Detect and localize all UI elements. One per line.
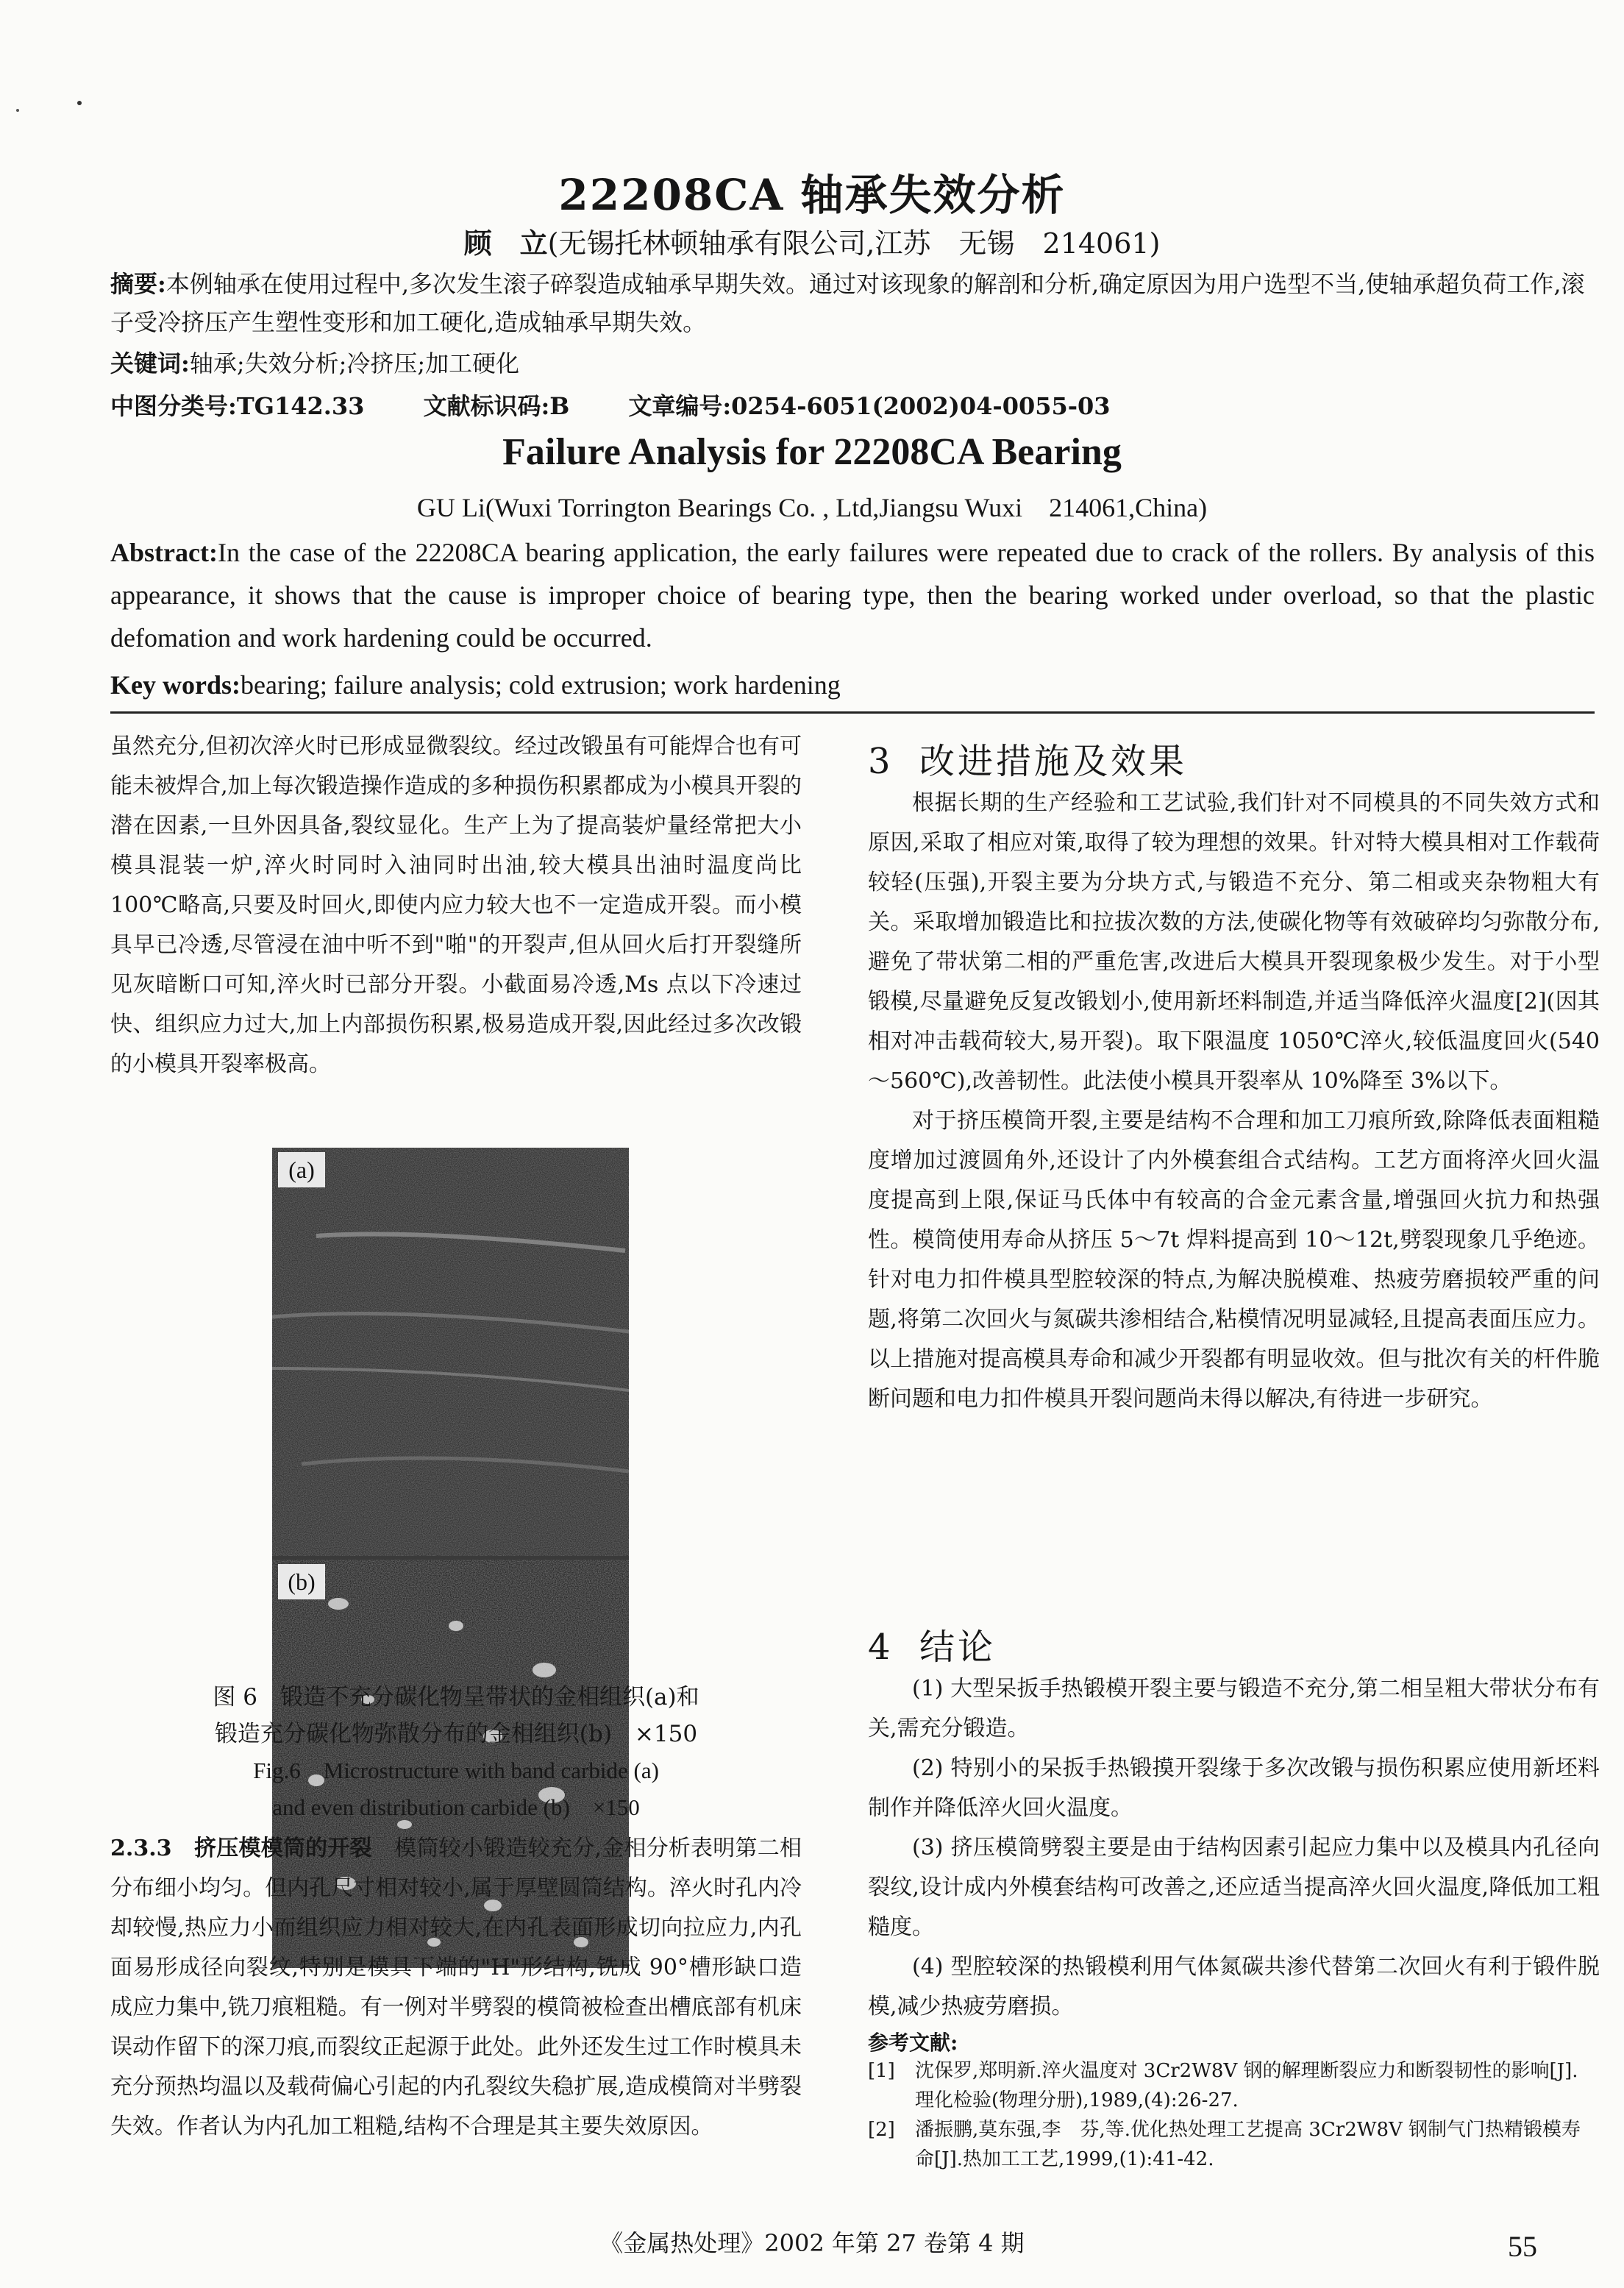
reference-2-number: [2] [868, 2119, 895, 2141]
section-2-3-3 [110, 1829, 802, 2147]
left-col-para1 [110, 727, 802, 1084]
caption-cn-line2: 锻造充分碳化物弥散分布的金相组织(b) ×150 [214, 1721, 698, 1747]
keywords-en-text: bearing; failure analysis; cold extrusion; work hardening [240, 670, 841, 700]
keywords-en-label: Key words: [110, 670, 241, 700]
abstract-en [110, 531, 1595, 659]
section-3-para1: 根据长期的生产经验和工艺试验,我们针对不同模具的不同失效方式和原因,采取了相应对策,取得了较为理想的效果。针对特大模具相对工作载荷较轻(压强),开裂主要为分块方式,与锻造不充分、第二相或夹杂物粗大有关。采取增加锻造比和拉拔次数的方法,使碳化物等有效破碎均匀弥散分布,避免了带状第二相的严重危害,改进后大模具开裂现象极少发生。对于小型锻模,尽量避免反复改锻划小,使用新坯料制造,并适当降低淬火温度[2](因其相对冲击载荷较大,易开裂)。取下限温度 1050℃淬火,较低温度回火(540～560℃),改善韧性。此法使小模具开裂率从 10%降至 3%以下。 [868, 790, 1600, 1094]
author-cn-name: 顾 立 [463, 227, 548, 260]
reference-1 [868, 2056, 1600, 2115]
author-en: GU Li(Wuxi Torrington Bearings Co. , Ltd,Jiangsu Wuxi 214061,China) [416, 493, 1208, 522]
header-rule [110, 711, 1595, 714]
section-4-title: 结论 [919, 1627, 997, 1668]
journal-footer: 《金属热处理》2002 年第 27 卷第 4 期 [599, 2229, 1025, 2257]
abstract-cn [110, 265, 1596, 341]
conclusion-1: (1) 大型呆扳手热锻模开裂主要与锻造不充分,第二相呈粗大带状分布有关,需充分锻造。 [868, 1676, 1600, 1741]
figure-6-caption [110, 1679, 802, 1826]
section-4-heading [868, 1619, 1600, 1669]
scan-specks [7, 96, 96, 125]
panel-label-b: (b) [278, 1564, 325, 1599]
keywords-en [110, 664, 1595, 706]
section-3 [868, 733, 1600, 1419]
title-en: Failure Analysis for 22208CA Bearing [502, 431, 1122, 473]
section-3-heading [868, 733, 1600, 784]
section-2-3-3-heading: 2.3.3 挤压模模筒的开裂 [110, 1836, 372, 1861]
keywords-cn-label: 关键词: [110, 349, 190, 377]
section-2-3-3-text: 模筒较小锻造较充分,金相分析表明第二相分布细小均匀。但内孔尺寸相对较小,属于厚壁圆筒结构。淬火时孔内冷却较慢,热应力小而组织应力相对较大,在内孔表面形成切向拉应力,内孔面易形成径向裂纹,特别是模具下端的"H"形结构,铣成 90°槽形缺口造成应力集中,铣刀痕粗糙。有一例对半劈裂的模筒被检查出槽底部有机床误动作留下的深刀痕,而裂纹正起源于此处。此外还发生过工作时模具未充分预热均温以及载荷偏心引起的内孔裂纹失稳扩展,造成模筒对半劈裂失效。作者认为内孔加工粗糙,结构不合理是其主要失效原因。 [110, 1836, 802, 2139]
micrograph-panel-a [272, 1148, 629, 1556]
caption-cn-line1: 图 6 锻造不充分碳化物呈带状的金相组织(a)和 [213, 1684, 699, 1710]
left-col-para1-text: 虽然充分,但初次淬火时已形成显微裂纹。经过改锻虽有可能焊合也有可能未被焊合,加上每次锻造操作造成的多种损伤积累都成为小模具开裂的潜在因素,一旦外因具备,裂纹显化。生产上为了提高装炉量经常把大小模具混装一炉,淬火时同时入油同时出油,较大模具出油时温度尚比 100℃略高,只要及时回火,即使内应力较大也不一定造成开裂。而小模具早已冷透,尽管浸在油中听不到"啪"的开裂声,但从回火后打开裂缝所见灰暗断口可知,淬火时已部分开裂。小截面易冷透,Ms 点以下冷速过快、组织应力过大,加上内部损伤积累,极易造成开裂,因此经过多次改锻的小模具开裂率极高。 [110, 733, 802, 1077]
section-4-number: 4 [868, 1627, 894, 1668]
section-3-title: 改进措施及效果 [919, 741, 1188, 782]
abstract-cn-text: 本例轴承在使用过程中,多次发生滚子碎裂造成轴承早期失效。通过对该现象的解剖和分析,确定原因为用户选型不当,使轴承超负荷工作,滚子受冷挤压产生塑性变形和加工硬化,造成轴承早期失效。 [110, 270, 1585, 336]
author-cn [0, 221, 1624, 261]
classification-line [110, 387, 1596, 425]
reference-1-number: [1] [868, 2060, 895, 2082]
conclusion-3: (3) 挤压模筒劈裂主要是由于结构因素引起应力集中以及模具内孔径向裂纹,设计成内外模套结构可改善之,还应适当提高淬火回火温度,降低加工粗糙度。 [868, 1835, 1600, 1940]
section-3-para2: 对于挤压模筒开裂,主要是结构不合理和加工刀痕所致,除降低表面粗糙度增加过渡圆角外,还设计了内外模套组合式结构。工艺方面将淬火回火温度提高到上限,保证马氏体中有较高的合金元素含量,增强回火抗力和热强性。模筒使用寿命从挤压 5～7t 焊料提高到 10～12t,劈裂现象几乎绝迹。针对电力扣件模具型腔较深的特点,为解决脱模难、热疲劳磨损较严重的问题,将第二次回火与氮碳共渗相结合,粘模情况明显减轻,且提高表面压应力。以上措施对提高模具寿命和减少开裂都有明显收效。但与批次有关的杆件脆断问题和电力扣件模具开裂问题尚未得以解决,有待进一步研究。 [868, 1108, 1600, 1412]
abstract-en-label: Abstract: [110, 538, 218, 567]
reference-1-text: 沈保罗,郑明新.淬火温度对 3Cr2W8V 钢的解理断裂应力和断裂韧性的影响[J].理化检验(物理分册),1989,(4):26-27. [915, 2060, 1578, 2111]
doc-code: 文献标识码:B [423, 392, 570, 420]
clc-number: 中图分类号:TG142.33 [110, 392, 365, 420]
caption-en-line2: and even distribution carbide (b) ×150 [272, 1794, 640, 1820]
page-number: 55 [1508, 2230, 1537, 2263]
author-cn-affiliation: (无锡托林顿轴承有限公司,江苏 无锡 214061) [547, 227, 1161, 260]
keywords-cn [110, 344, 1596, 383]
references-heading: 参考文献: [868, 2031, 958, 2055]
caption-en-line1: Fig.6 Microstructure with band carbide (a) [253, 1758, 659, 1783]
conclusion-4: (4) 型腔较深的热锻模利用气体氮碳共渗代替第二次回火有利于锻件脱模,减少热疲劳磨损。 [868, 1954, 1600, 2019]
reference-2 [868, 2115, 1600, 2174]
abstract-en-text: In the case of the 22208CA bearing application, the early failures were repeated due to crack of the rollers. By analysis of this appearance, it shows that the cause is improper choice of bearing type, then the bearing worked under overload, so that the plastic defomation and work hardening could be occurred. [110, 538, 1595, 653]
article-number: 文章编号:0254-6051(2002)04-0055-03 [628, 392, 1111, 420]
section-3-number: 3 [868, 741, 894, 782]
section-4 [868, 1619, 1600, 2174]
conclusion-2: (2) 特别小的呆扳手热锻摸开裂缘于多次改锻与损伤积累应使用新坯料制作并降低淬火回火温度。 [868, 1755, 1600, 1821]
title-cn: 22208CA 轴承失效分析 [558, 170, 1066, 220]
keywords-cn-text: 轴承;失效分析;冷挤压;加工硬化 [189, 349, 520, 377]
reference-2-text: 潘振鹏,莫东强,李 芬,等.优化热处理工艺提高 3Cr2W8V 钢制气门热精锻模寿命[J].热加工工艺,1999,(1):41-42. [915, 2119, 1581, 2170]
abstract-cn-label: 摘要: [110, 270, 166, 298]
panel-label-a: (a) [278, 1152, 325, 1187]
